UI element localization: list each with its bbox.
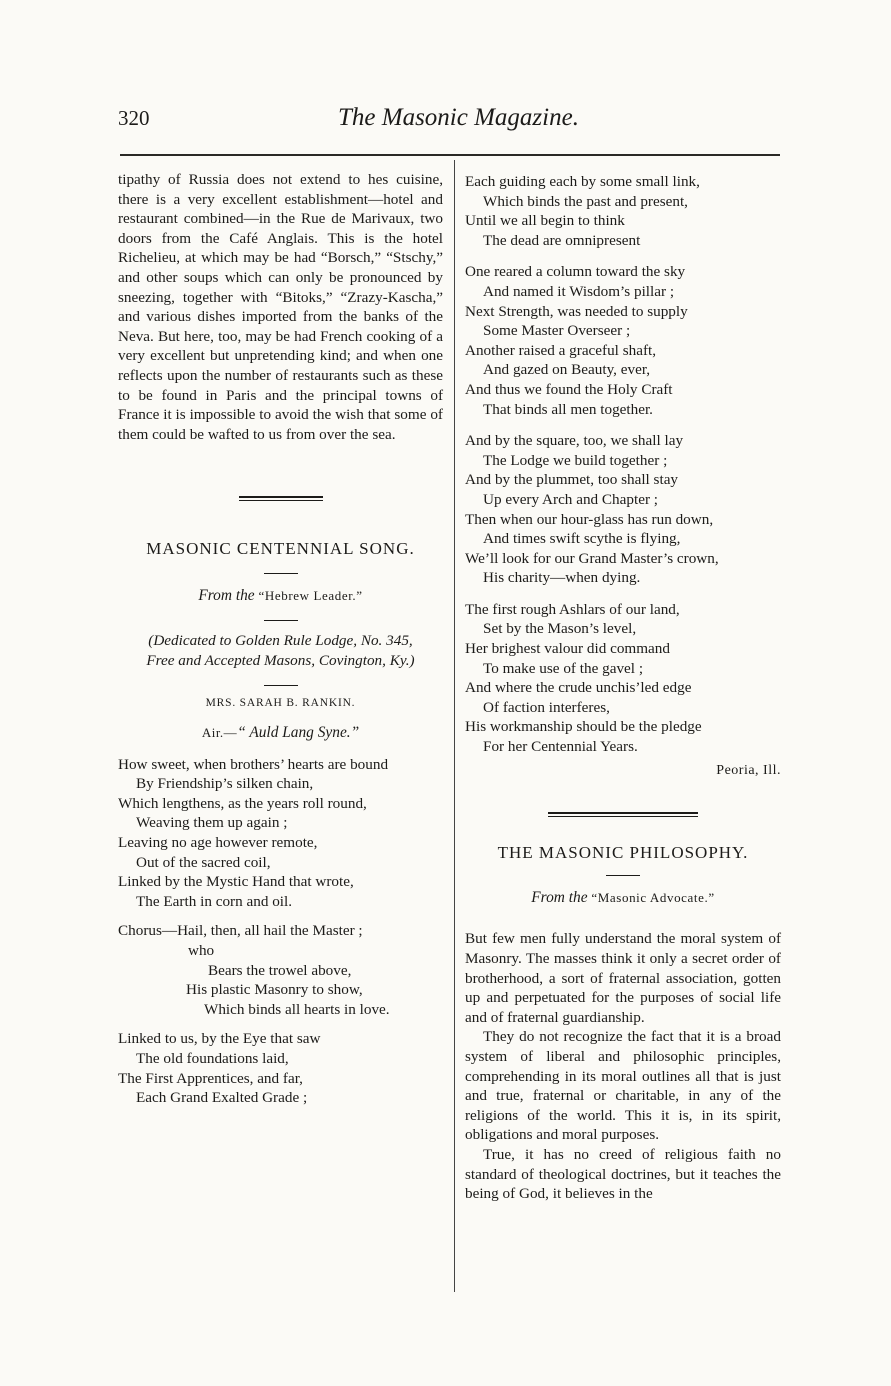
verse-line: Which binds all hearts in love. <box>204 1000 390 1018</box>
verse-line: We’ll look for our Grand Master’s crown, <box>465 549 719 567</box>
dedication-line: Free and Accepted Masons, Covington, Ky.) <box>146 651 415 669</box>
verse-line: How sweet, when brothers’ hearts are bound <box>118 755 389 773</box>
verse-line: And gazed on Beauty, ever, <box>483 361 651 379</box>
verse-line: Leaving no age however remote, <box>118 834 318 852</box>
verse-line: Bears the trowel above, <box>208 961 352 979</box>
article-source-prefix: From the <box>531 888 588 906</box>
running-title: The Masonic Magazine. <box>338 104 579 131</box>
verse-line: The first rough Ashlars of our land, <box>465 600 680 618</box>
song-title: MASONIC CENTENNIAL SONG. <box>146 539 415 559</box>
verse-line: And where the crude unchis’led edge <box>465 679 692 697</box>
verse-line: Which binds the past and present, <box>483 192 688 210</box>
verse-line: Her brighest valour did command <box>465 640 670 658</box>
air-prefix: Air.— <box>201 725 238 741</box>
verse-line: And by the square, too, we shall lay <box>465 432 684 450</box>
verse-line: The dead are omnipresent <box>483 231 641 249</box>
verse-line: Next Strength, was needed to supply <box>465 302 688 320</box>
song-air <box>118 723 443 743</box>
verse-line: Out of the sacred coil, <box>136 853 271 871</box>
article-paragraph: But few men fully understand the moral system of Masonry. The masses think it only a secret order of brotherhood, a sort of fraternal association, gotten up and perpetuated for the purposes of social life and of fraternal guardianship. <box>465 930 781 1026</box>
stanza <box>465 172 781 250</box>
song-source-prefix: From the <box>198 586 255 604</box>
poem-signature: Peoria, Ill. <box>716 762 781 778</box>
verse-line: One reared a column toward the sky <box>465 263 686 281</box>
article-title: THE MASONIC PHILOSOPHY. <box>497 843 749 863</box>
verse-line: Set by the Mason’s level, <box>483 620 637 638</box>
verse-line: His charity—when dying. <box>483 569 641 587</box>
song-dedication <box>118 631 443 671</box>
verse-line: And thus we found the Holy Craft <box>465 380 673 398</box>
verse-line: Linked to us, by the Eye that saw <box>118 1030 321 1048</box>
verse-line: Some Master Overseer ; <box>483 322 631 340</box>
verse-line: who <box>188 942 215 960</box>
verse-line: The First Apprentices, and far, <box>118 1069 303 1087</box>
chorus <box>118 921 443 1019</box>
column-divider <box>454 160 455 1292</box>
verse-line: Each guiding each by some small link, <box>465 173 700 190</box>
verse-line: Then when our hour-glass has run down, <box>465 510 714 528</box>
verse-line: Chorus—Hail, then, all hail the Master ; <box>118 922 363 940</box>
stanza <box>465 431 781 588</box>
verse-line: Linked by the Mystic Hand that wrote, <box>118 873 354 891</box>
verse-line: The Earth in corn and oil. <box>136 892 293 910</box>
verse-line: Each Grand Exalted Grade ; <box>136 1089 308 1107</box>
page-number: 320 <box>118 106 150 130</box>
verse-line: His workmanship should be the pledge <box>465 718 702 736</box>
verse-line: The old foundations laid, <box>136 1050 289 1067</box>
verse-line: That binds all men together. <box>483 400 653 418</box>
page-header <box>118 104 780 144</box>
stanza <box>118 1029 443 1107</box>
verse-line: For her Centennial Years. <box>483 738 638 756</box>
air-tune: “ Auld Lang Syne.” <box>237 724 360 742</box>
article-source-name: “Masonic Advocate.” <box>591 889 715 905</box>
song-source-name: “Hebrew Leader.” <box>258 587 363 603</box>
song-author: MRS. SARAH B. RANKIN. <box>205 696 356 709</box>
header-rule <box>120 154 780 156</box>
article-source <box>465 888 781 908</box>
verse-line: To make use of the gavel ; <box>483 659 644 677</box>
right-column <box>465 172 781 1204</box>
verse-line: His plastic Masonry to show, <box>186 981 363 999</box>
article-paragraph: True, it has no creed of religious faith no standard of theological doctrines, but it teaches the being of God, it believes in the <box>465 1145 781 1203</box>
verse-line: Up every Arch and Chapter ; <box>483 490 659 508</box>
article-paragraph: They do not recognize the fact that it is a broad system of liberal and philosophic principles, comprehending in its moral outlines all that is just and true, fraternal or charitable, in any of the religions of the world. This it is, in its spirit, obligations and moral purposes. <box>465 1028 781 1144</box>
verse-line: Weaving them up again ; <box>136 814 288 832</box>
verse-line: Which lengthens, as the years roll round, <box>118 794 367 812</box>
stanza <box>118 755 443 912</box>
verse-line: And by the plummet, too shall stay <box>465 471 679 489</box>
dedication-line: (Dedicated to Golden Rule Lodge, No. 345, <box>148 631 413 649</box>
verse-line: And named it Wisdom’s pillar ; <box>483 282 675 300</box>
song-source <box>118 586 443 606</box>
verse-line: By Friendship’s silken chain, <box>136 775 314 793</box>
left-column <box>118 170 443 1108</box>
stanza <box>465 262 781 419</box>
stanza <box>465 600 781 757</box>
article-continuation: tipathy of Russia does not extend to hes cuisine, there is a very excellent establishment—hotel and restaurant combined—in the Rue de Marivaux, two doors from the Café Anglais. This is the hotel Richelieu, at which may be had “Borsch,” “Stschy,” and other soups which can only be pronounced by sneezing, together with “Bitoks,” “Zrazy-Kascha,” and various dishes imported from the banks of the Neva. But here, too, may be had French cooking of a very excellent but unpretending kind; and when one reflects upon the number of restaurants such as these to be found in Paris and the principal towns of France it is impossible to avoid the wish that some of them could be wafted to us from over the sea. <box>118 171 443 443</box>
verse-line: And times swift scythe is flying, <box>483 530 681 548</box>
verse-line: Of faction interferes, <box>483 698 610 716</box>
verse-line: The Lodge we build together ; <box>483 451 668 469</box>
verse-line: Until we all begin to think <box>465 212 625 230</box>
verse-line: Another raised a graceful shaft, <box>465 341 657 359</box>
